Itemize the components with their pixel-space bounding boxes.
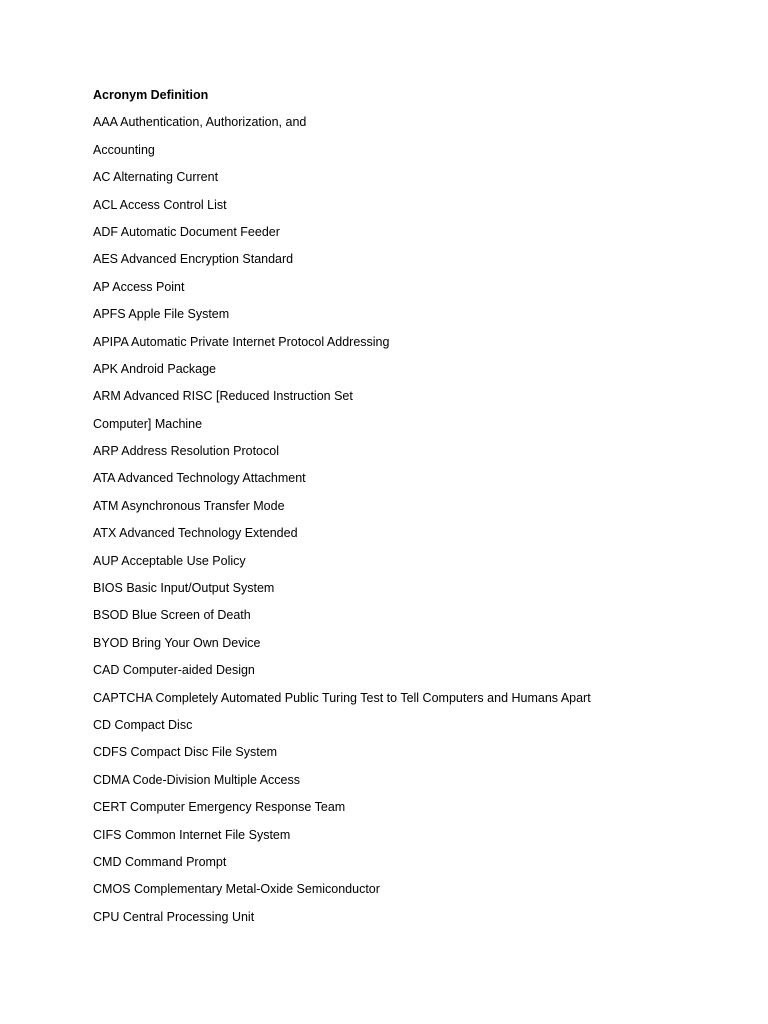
list-item: CMD Command Prompt	[93, 854, 227, 869]
list-item: CAD Computer-aided Design	[93, 663, 255, 678]
list-item: CD Compact Disc	[93, 717, 193, 732]
list-item: CERT Computer Emergency Response Team	[93, 800, 346, 815]
list-item: CPU Central Processing Unit	[93, 909, 255, 924]
list-item: CIFS Common Internet File System	[93, 827, 291, 842]
list-item: AAA Authentication, Authorization, and	[93, 115, 307, 130]
list-item: BYOD Bring Your Own Device	[93, 635, 261, 650]
list-item: APFS Apple File System	[93, 307, 230, 322]
list-item: BSOD Blue Screen of Death	[93, 608, 251, 623]
list-item: AP Access Point	[93, 279, 185, 294]
list-item: APIPA Automatic Private Internet Protocol Addressing	[93, 334, 390, 349]
list-item: ATA Advanced Technology Attachment	[93, 471, 306, 486]
list-item: CAPTCHA Completely Automated Public Turing Test to Tell Computers and Humans Apart	[93, 690, 591, 705]
list-heading: Acronym Definition	[93, 88, 209, 102]
list-item: AC Alternating Current	[93, 170, 219, 185]
list-item: ADF Automatic Document Feeder	[93, 224, 280, 239]
list-item: BIOS Basic Input/Output System	[93, 581, 275, 596]
list-item: CMOS Complementary Metal-Oxide Semiconductor	[93, 882, 380, 897]
list-item: AUP Acceptable Use Policy	[93, 553, 246, 568]
list-item: CDMA Code-Division Multiple Access	[93, 772, 301, 787]
list-item: Computer] Machine	[93, 416, 203, 431]
list-item: APK Android Package	[93, 361, 216, 376]
list-item: ARM Advanced RISC [Reduced Instruction Set	[93, 389, 353, 404]
list-item: CDFS Compact Disc File System	[93, 745, 278, 760]
list-item: Accounting	[93, 142, 155, 157]
list-item: AES Advanced Encryption Standard	[93, 252, 294, 267]
acronym-list	[93, 86, 693, 935]
list-item: ARP Address Resolution Protocol	[93, 444, 279, 459]
list-item: ATX Advanced Technology Extended	[93, 526, 298, 541]
list-item: ACL Access Control List	[93, 197, 227, 212]
list-item: ATM Asynchronous Transfer Mode	[93, 498, 285, 513]
